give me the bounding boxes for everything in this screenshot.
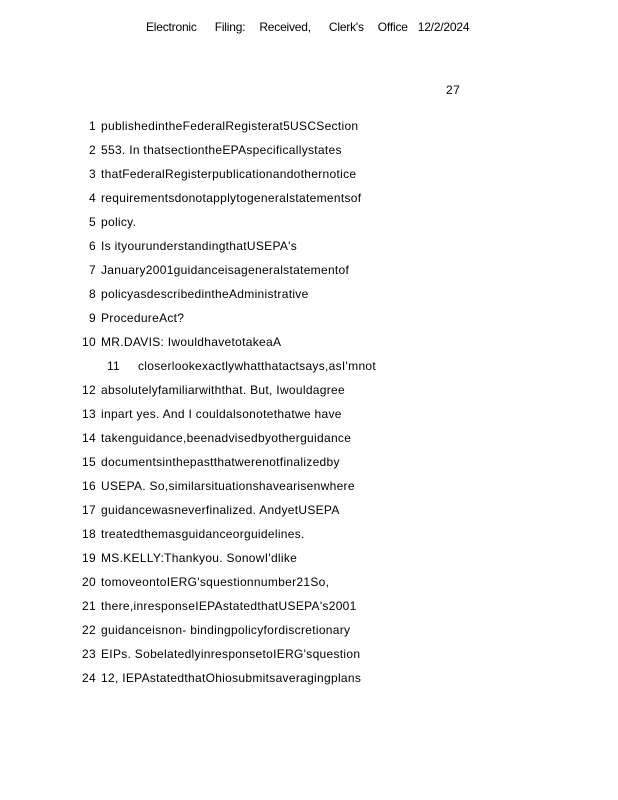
filing-stamp-word: Office (377, 20, 408, 34)
line-text: there,inresponseIEPAstatedthatUSEPA's2001 (101, 599, 357, 613)
line-number: 20 (82, 575, 96, 589)
line-number: 15 (82, 455, 96, 469)
line-text: guidanceisnon- bindingpolicyfordiscretionary (101, 623, 351, 637)
line-number: 12 (82, 383, 96, 397)
line-text: absolutelyfamiliarwiththat. But, Iwouldagree (101, 383, 345, 397)
line-text: MS.KELLY:Thankyou. SonowI'dlike (101, 551, 298, 565)
line-text: policy. (101, 215, 137, 229)
filing-stamp-word: Received, (259, 20, 311, 34)
line-number: 18 (82, 527, 96, 541)
line-text: publishedintheFederalRegisterat5USCSection (101, 119, 359, 133)
line-text: January2001guidanceisageneralstatementof (101, 263, 350, 277)
filing-stamp-word: Clerk's (328, 20, 364, 34)
line-number: 4 (89, 191, 96, 205)
line-text: 553. In thatsectiontheEPAspecificallystates (101, 143, 342, 157)
line-number: 3 (89, 167, 96, 181)
line-text: guidancewasneverfinalized. AndyetUSEPA (101, 503, 340, 517)
line-text: treatedthemasguidanceorguidelines. (101, 527, 305, 541)
line-number: 13 (82, 407, 96, 421)
line-number: 1 (89, 119, 96, 133)
line-text: 12, IEPAstatedthatOhiosubmitsaveragingplans (101, 671, 362, 685)
line-text: ProcedureAct? (101, 311, 185, 325)
line-text: tomoveontoIERG'squestionnumber21So, (101, 575, 330, 589)
line-number: 2 (89, 143, 96, 157)
line-text: takenguidance,beenadvisedbyotherguidance (101, 431, 352, 445)
line-number: 10 (82, 335, 96, 349)
line-number: 5 (89, 215, 96, 229)
line-number: 6 (89, 239, 96, 253)
filing-stamp-date: 12/2/2024 (417, 20, 470, 34)
line-text: policyasdescribedintheAdministrative (101, 287, 309, 301)
line-text: documentsinthepastthatwerenotfinalizedby (101, 455, 340, 469)
line-number: 23 (82, 647, 96, 661)
line-text: Is ityourunderstandingthatUSEPA's (101, 239, 298, 253)
line-number: 24 (82, 671, 96, 685)
line-number: 11 (106, 359, 120, 373)
line-number: 22 (82, 623, 96, 637)
line-text: thatFederalRegisterpublicationandothernotice (101, 167, 357, 181)
filing-stamp (146, 20, 469, 34)
line-number: 21 (82, 599, 96, 613)
line-text: USEPA. So,similarsituationshavearisenwhere (101, 479, 355, 493)
line-text: closerlookexactlywhatthatactsays,asI'mnot (138, 359, 377, 373)
line-text: MR.DAVIS: IwouldhavetotakeaA (101, 335, 282, 349)
page-number: 27 (446, 83, 461, 97)
filing-stamp-word: Filing: (214, 20, 246, 34)
filing-stamp-word: Electronic (146, 20, 197, 34)
line-number: 19 (82, 551, 96, 565)
line-text: requirementsdonotapplytogeneralstatementsof (101, 191, 362, 205)
line-number: 9 (89, 311, 96, 325)
line-number: 16 (82, 479, 96, 493)
line-number: 7 (89, 263, 96, 277)
line-number: 17 (82, 503, 96, 517)
line-number: 8 (89, 287, 96, 301)
line-text: inpart yes. And I couldalsonotethatwe have (101, 407, 342, 421)
line-text: EIPs. SobelatedlyinresponsetoIERG'squestion (101, 647, 361, 661)
line-number: 14 (82, 431, 96, 445)
